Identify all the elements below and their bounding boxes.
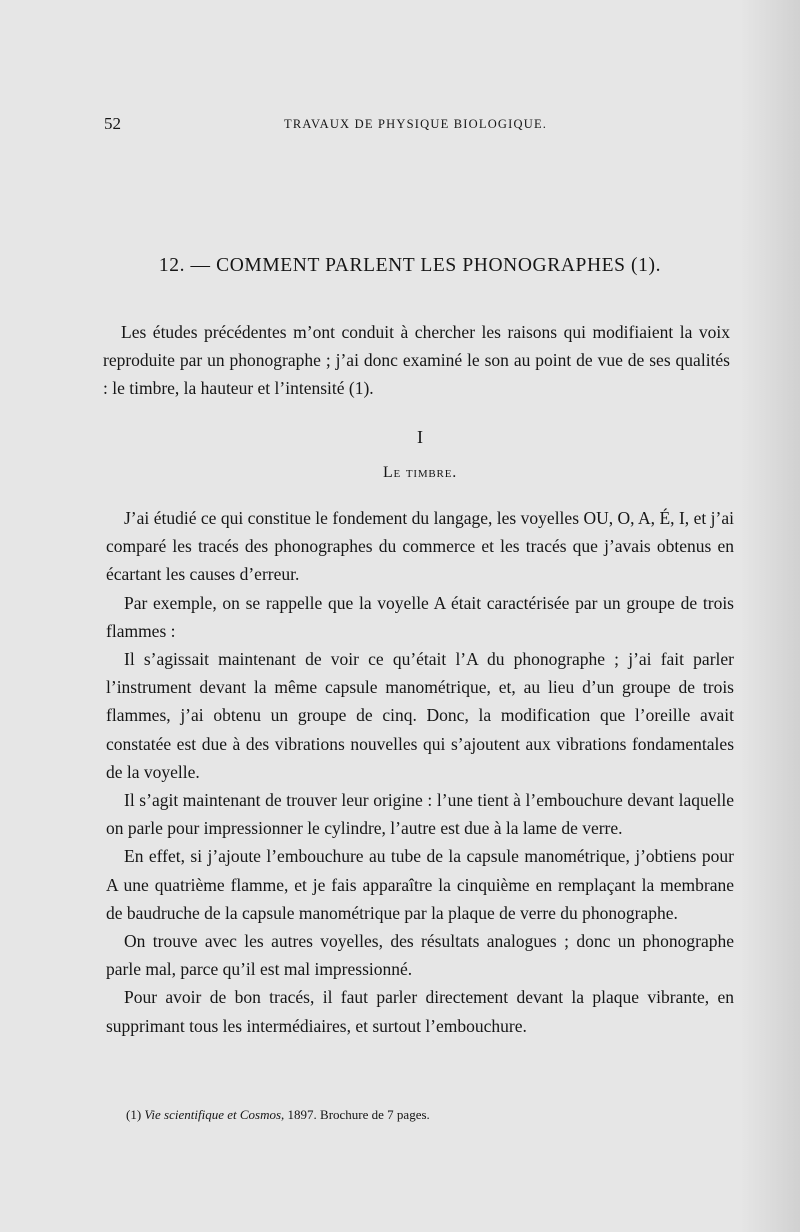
paragraph: On trouve avec les autres voyelles, des résultats analogues ; donc un phonographe parle mal, parce qu’il est mal impressionné. (106, 931, 734, 980)
paragraph: Par exemple, on se rappelle que la voyelle A était caractérisée par un groupe de trois flammes : (106, 592, 734, 641)
running-head: TRAVAUX DE PHYSIQUE BIOLOGIQUE. (284, 117, 548, 131)
page-number: 52 (104, 114, 121, 133)
paragraph: Il s’agissait maintenant de voir ce qu’était l’A du phonographe ; j’ai fait parler l’instrument devant la même capsule manométrique, et, au lieu d’un groupe de trois flammes, j’ai obtenu un groupe de cinq. Donc, la modification que l’oreille avait constatée est due à des vibrations nouvelles qui s’ajoutent aux vibrations fondamentales de la voyelle. (106, 649, 734, 782)
section-title: 12. — COMMENT PARLENT LES PHONOGRAPHES (1). (158, 255, 662, 276)
intro-block (103, 318, 730, 403)
footnote-rest: 1897. Brochure de 7 pages. (287, 1107, 430, 1122)
paragraph: Il s’agit maintenant de trouver leur origine : l’une tient à l’embouchure devant laquelle on parle pour impressionner le cylindre, l’autre est due à la lame de verre. (106, 790, 734, 839)
paragraph: Pour avoir de bon tracés, il faut parler directement devant la plaque vibrante, en supprimant tous les intermédiaires, et surtout l’embouchure. (106, 987, 734, 1036)
part-number: I (417, 427, 423, 447)
body-text (106, 504, 734, 1040)
intro-paragraph: Les études précédentes m’ont conduit à chercher les raisons qui modifiaient la voix reproduite par un phonographe ; j’ai donc examiné le son au point de vue de ses qualités : le timbre, la hauteur et l’intensité (1). (103, 322, 730, 399)
paragraph: J’ai étudié ce qui constitue le fondement du langage, les voyelles OU, O, A, É, I, et j’ai comparé les tracés des phonographes du commerce et les tracés que j’avais obtenus en écartant les causes d’erreur. (106, 508, 734, 585)
part-title: Le timbre. (382, 464, 458, 481)
footnote-title: Vie scientifique et Cosmos, (144, 1107, 285, 1122)
page-header (104, 114, 704, 136)
page-edge-shadow (740, 0, 800, 1232)
footnote-marker: (1) (126, 1107, 142, 1122)
footnote (126, 1107, 646, 1123)
paragraph: En effet, si j’ajoute l’embouchure au tube de la capsule manométrique, j’obtiens pour A une quatrième flamme, et je fais apparaître la cinquième en remplaçant la membrane de baudruche de la capsule manométrique par la plaque de verre du phonographe. (106, 846, 734, 923)
